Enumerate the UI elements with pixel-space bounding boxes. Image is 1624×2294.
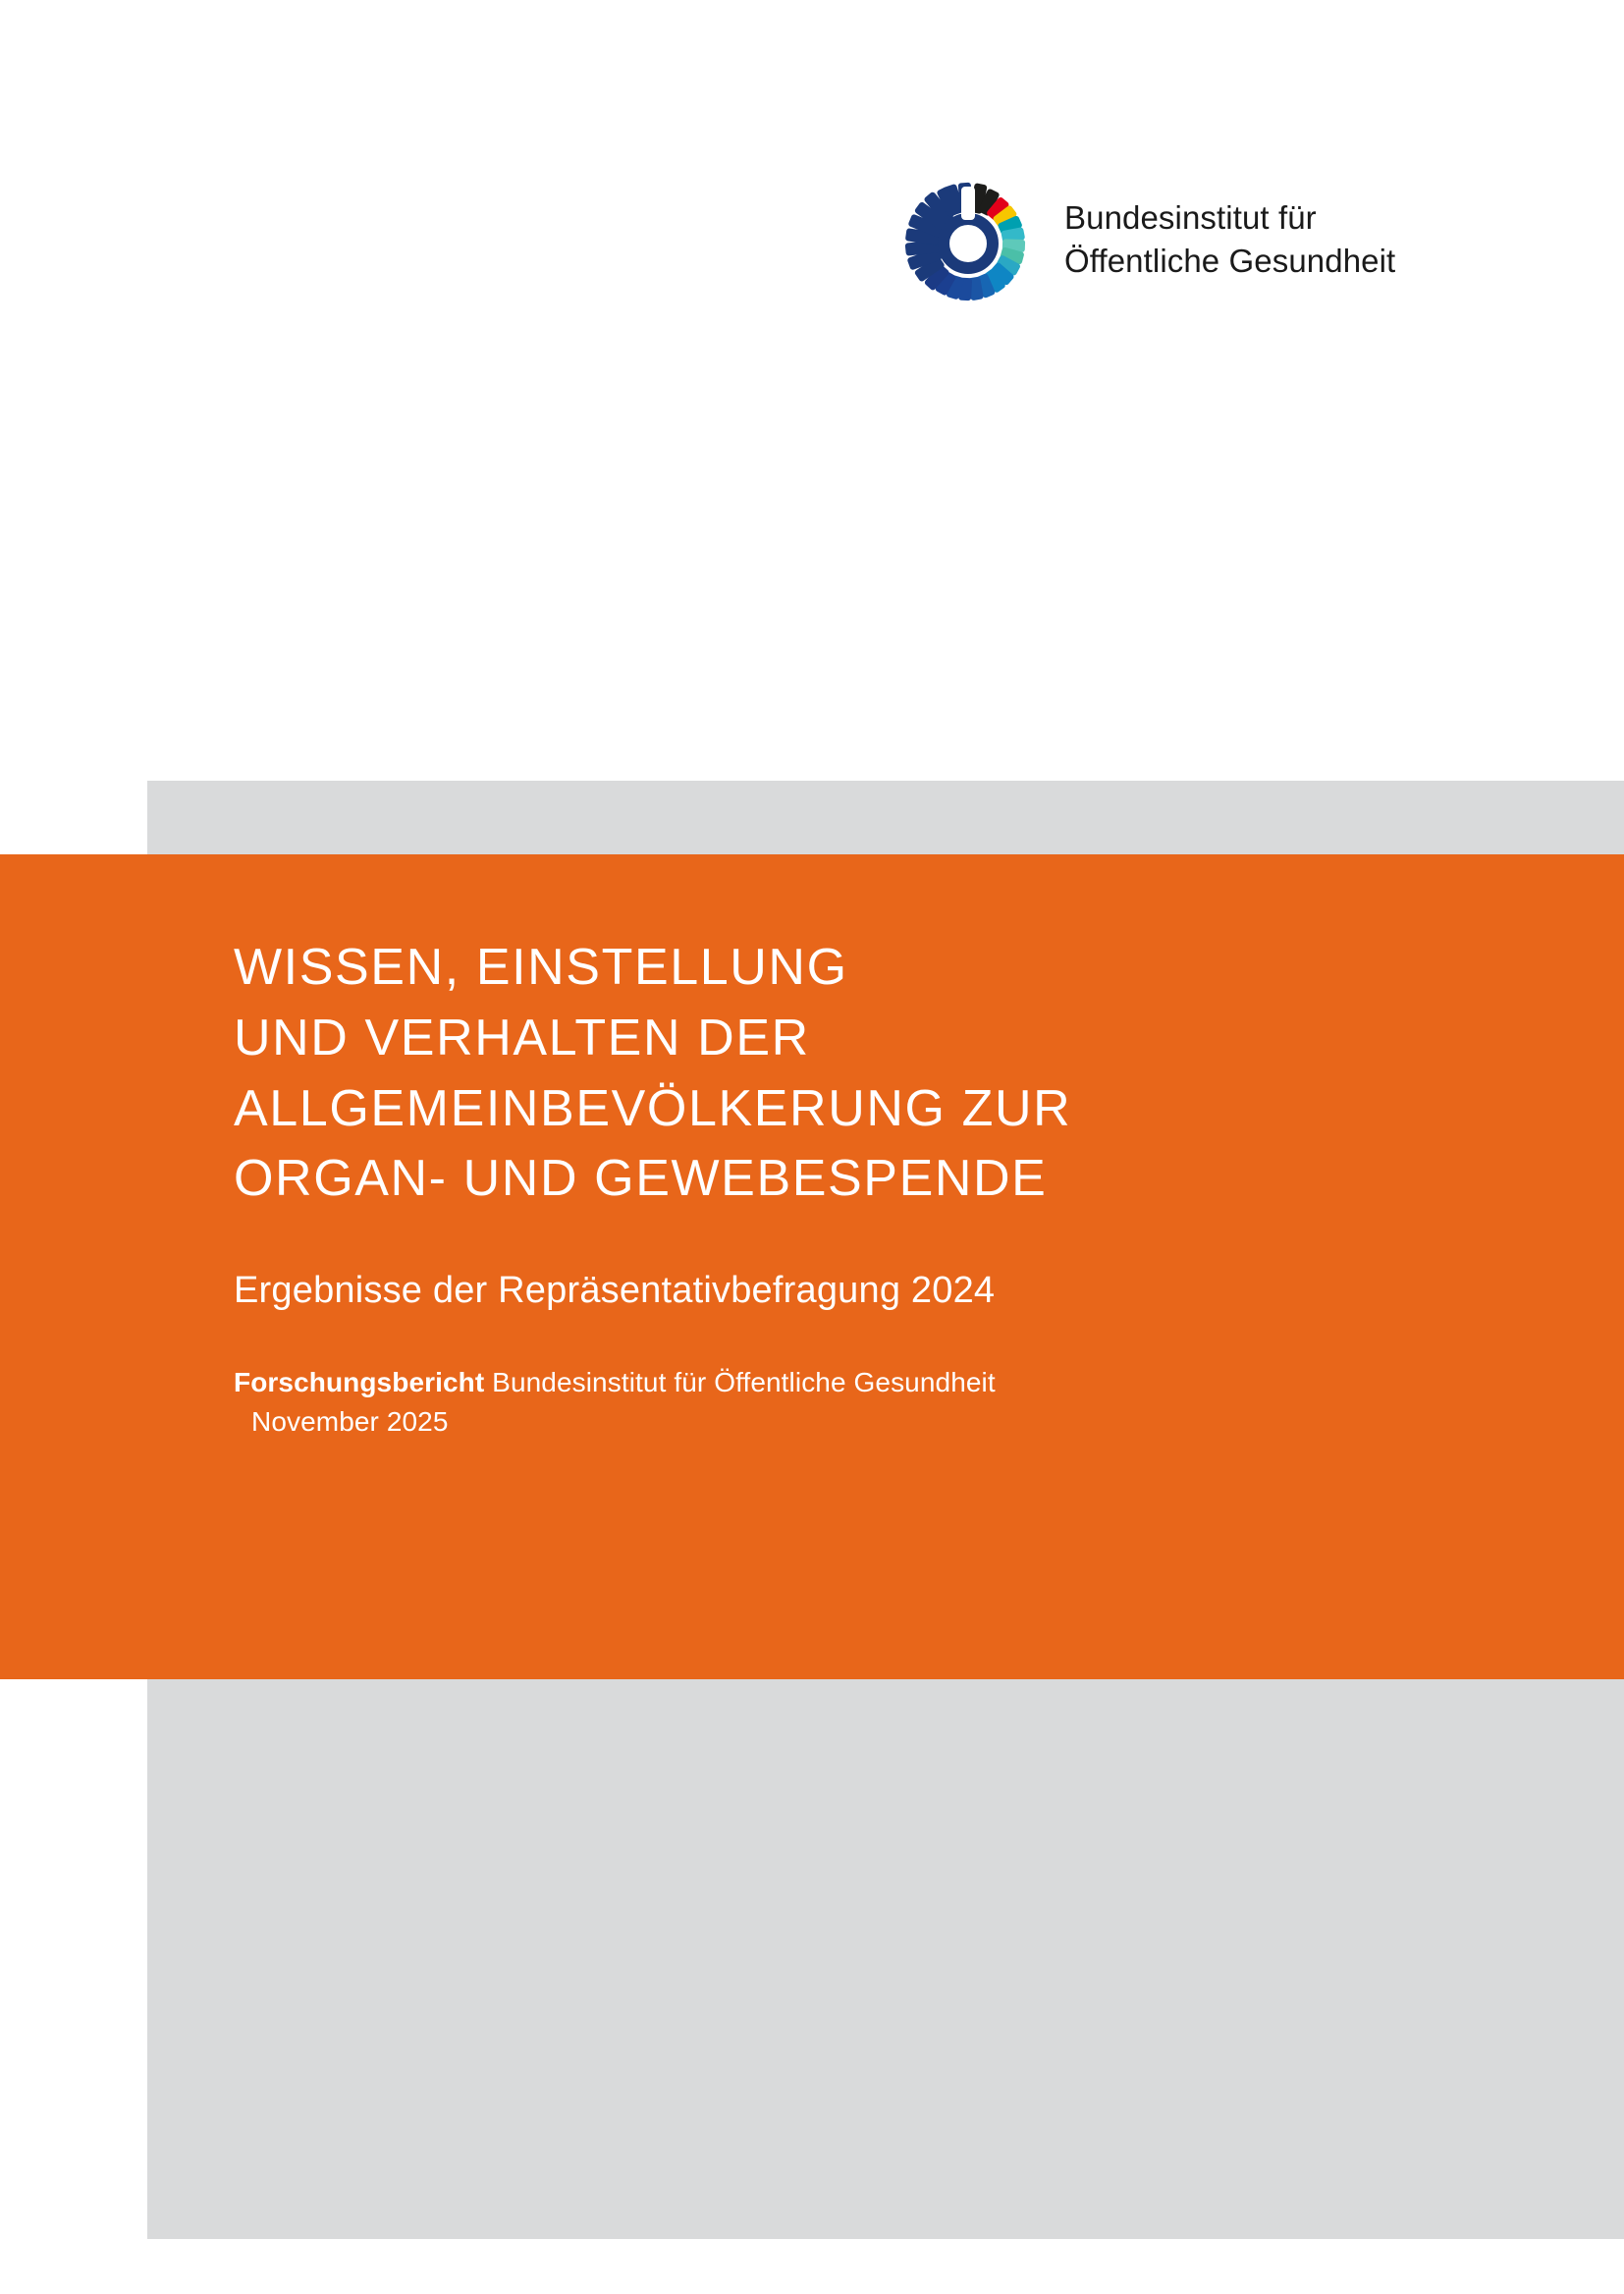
title-band [0, 854, 1624, 1679]
organization-logo [893, 165, 1395, 314]
document-publisher: Bundesinstitut für Öffentliche Gesundheit [484, 1367, 996, 1398]
page-title-line-4: ORGAN- UND GEWEBESPENDE [234, 1150, 1048, 1208]
page-title-line-3: ALLGEMEINBEVÖLKERUNG ZUR [234, 1079, 1072, 1137]
organization-name-line2: Öffentliche Gesundheit [1064, 243, 1396, 279]
document-kind: Forschungsbericht [234, 1367, 485, 1398]
page-subtitle: Ergebnisse der Repräsentativbefragung 2024 [234, 1270, 996, 1311]
organization-name [1064, 196, 1395, 282]
document-date: November 2025 [251, 1406, 449, 1438]
organization-name-line1: Bundesinstitut für [1064, 199, 1317, 237]
title-band-content [234, 933, 1506, 1442]
page-title-line-2: UND VERHALTEN DER [234, 1009, 810, 1066]
bundesinstitut-logo-mark [893, 165, 1043, 314]
document-meta [234, 1363, 1506, 1442]
page-title-line-1: WISSEN, EINSTELLUNG [234, 939, 848, 996]
page-title [234, 933, 1333, 1215]
